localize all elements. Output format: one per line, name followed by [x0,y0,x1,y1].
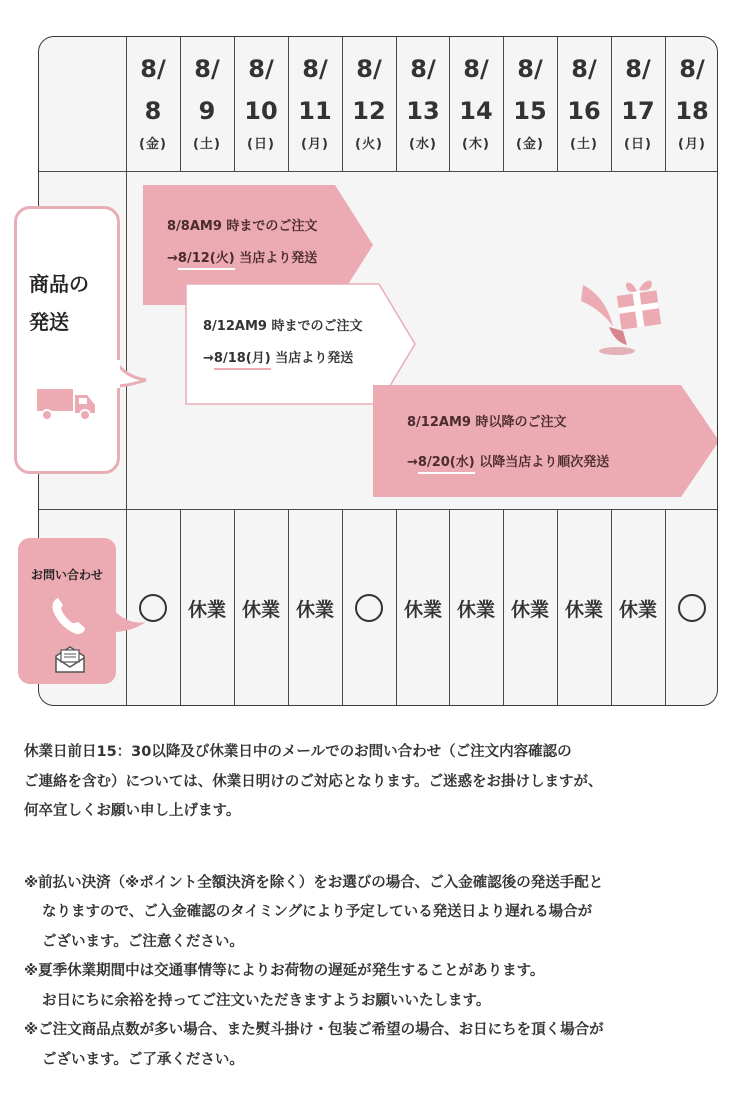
arrow-2-line2 [203,347,353,366]
arrow-1-prefix: → [167,251,178,266]
date-dow: (金) [139,137,167,152]
note-line: お日にちに余裕を持ってご注文いただきますようお願いいたします。 [42,992,491,1009]
date-cell [234,37,288,171]
shipping-title: 商品の 発送 [29,272,89,334]
date-dow: (木) [462,137,490,152]
open-circle-icon [355,594,383,622]
arrow-3-date: 8/20(水) [418,455,475,474]
date-day: 17 [621,97,655,125]
status-cell [611,509,665,706]
status-cell [665,509,718,706]
status-cell [503,509,557,706]
arrow-shape [373,385,718,497]
gift-icon [575,271,671,359]
contact-bubble-tail [112,604,148,634]
date-month: 8/ [571,55,597,83]
note-line: 何卒宜しくお願い申し上げます。 [24,803,241,819]
date-dow: (日) [247,137,275,152]
note-line: ※ご注文商品点数が多い場合、また熨斗掛け・包装ご希望の場合、お日にちを頂く場合が [24,1022,604,1038]
open-circle-icon [678,594,706,622]
date-dow: (水) [409,137,437,152]
date-cell [342,37,396,171]
notes-paragraph [24,738,724,827]
column-divider [665,37,666,171]
column-divider [342,37,343,171]
date-cell [126,37,180,171]
status-cell [449,509,503,706]
date-month: 8/ [463,55,489,83]
note-line: ございます。ご了承ください。 [42,1051,244,1068]
status-cell [234,509,288,706]
date-cell [557,37,611,171]
column-divider [180,37,181,171]
column-divider [234,37,235,171]
closed-label: 休業 [241,598,280,621]
date-cell [180,37,234,171]
column-divider [396,509,397,706]
date-day: 9 [198,97,216,125]
note-item-payment [24,869,724,958]
date-day: 13 [406,97,440,125]
note-line: なりますので、ご入金確認のタイミングにより予定している発送日より遅れる場合が [42,904,593,920]
column-divider [396,37,397,171]
date-month: 8/ [194,55,220,83]
closed-label: 休業 [510,598,549,621]
date-month: 8/ [356,55,382,83]
status-cell [396,509,450,706]
shipping-bubble-tail [116,356,148,390]
date-dow: (土) [193,137,221,152]
note-line: ※前払い決済（※ポイント全額決済を除く）をお選びの場合、ご入金確認後の発送手配と [24,874,604,891]
column-divider [665,509,666,706]
column-divider [449,509,450,706]
column-divider [126,37,127,171]
mail-icon [54,646,86,674]
date-dow: (月) [678,137,706,152]
arrow-1-date: 8/12(火) [178,251,235,270]
arrow-2-line1: 8/12AM9 時までのご注文 [203,319,363,334]
phone-icon [50,596,86,636]
date-day: 15 [513,97,547,125]
shipping-arrow-3 [373,385,718,497]
header-divider [39,171,718,172]
date-day: 16 [567,97,601,125]
closed-label: 休業 [187,598,226,621]
date-dow: (日) [624,137,652,152]
column-divider [342,509,343,706]
date-day: 11 [298,97,332,125]
column-divider [288,37,289,171]
date-month: 8/ [140,55,166,83]
date-day: 12 [352,97,386,125]
arrow-1-line1: 8/8AM9 時までのご注文 [167,219,318,234]
column-divider [611,37,612,171]
date-month: 8/ [625,55,651,83]
arrow-1-suffix: 当店より発送 [239,251,318,266]
closed-label: 休業 [618,598,657,621]
date-cell [396,37,450,171]
date-month: 8/ [302,55,328,83]
note-line: ございます。ご注意ください。 [42,933,244,950]
date-dow: (土) [570,137,598,152]
column-divider [557,37,558,171]
note-item-delay [24,957,724,1016]
date-dow: (火) [355,137,383,152]
closed-label: 休業 [564,598,603,621]
arrow-3-prefix: → [407,455,418,470]
column-divider [503,509,504,706]
date-month: 8/ [517,55,543,83]
closed-label: 休業 [295,598,334,621]
closed-label: 休業 [403,598,442,621]
contact-label-bubble [18,538,116,684]
date-month: 8/ [679,55,705,83]
column-divider [449,37,450,171]
column-divider [180,509,181,706]
date-cell [665,37,718,171]
arrow-3-suffix: 以降当店より順次発送 [479,455,610,470]
status-cell [342,509,396,706]
date-cell [611,37,665,171]
date-dow: (月) [301,137,329,152]
date-cell [503,37,557,171]
note-item-wrapping [24,1016,724,1075]
arrow-2-prefix: → [203,351,214,366]
column-divider [557,509,558,706]
closed-label: 休業 [456,598,495,621]
status-cell [557,509,611,706]
date-day: 10 [244,97,278,125]
status-cell [180,509,234,706]
column-divider [288,509,289,706]
date-dow: (金) [516,137,544,152]
arrow-2-suffix: 当店より発送 [275,351,354,366]
arrow-3-line2 [407,451,609,470]
arrow-1-line2 [167,247,317,266]
date-month: 8/ [410,55,436,83]
truck-icon [37,383,97,423]
label-column-divider [126,171,127,509]
notes-section [24,738,724,1075]
date-day: 14 [459,97,493,125]
status-cell [288,509,342,706]
date-day: 8 [144,97,162,125]
date-day: 18 [675,97,709,125]
column-divider [503,37,504,171]
date-cell [288,37,342,171]
date-month: 8/ [248,55,274,83]
note-line: ※夏季休業期間中は交通事情等によりお荷物の遅延が発生することがあります。 [24,963,545,979]
arrow-3-line1: 8/12AM9 時以降のご注文 [407,415,567,430]
shipping-label-bubble [14,206,120,474]
contact-title: お問い合わせ [30,568,103,582]
date-cell [449,37,503,171]
note-line: 休業日前日15：30以降及び休業日中のメールでのお問い合わせ（ご注文内容確認の [24,744,572,760]
arrow-2-date: 8/18(月) [214,351,271,370]
note-line: ご連絡を含む）については、休業日明けのご対応となります。ご迷惑をお掛けしますが、 [24,773,603,790]
column-divider [234,509,235,706]
column-divider [611,509,612,706]
